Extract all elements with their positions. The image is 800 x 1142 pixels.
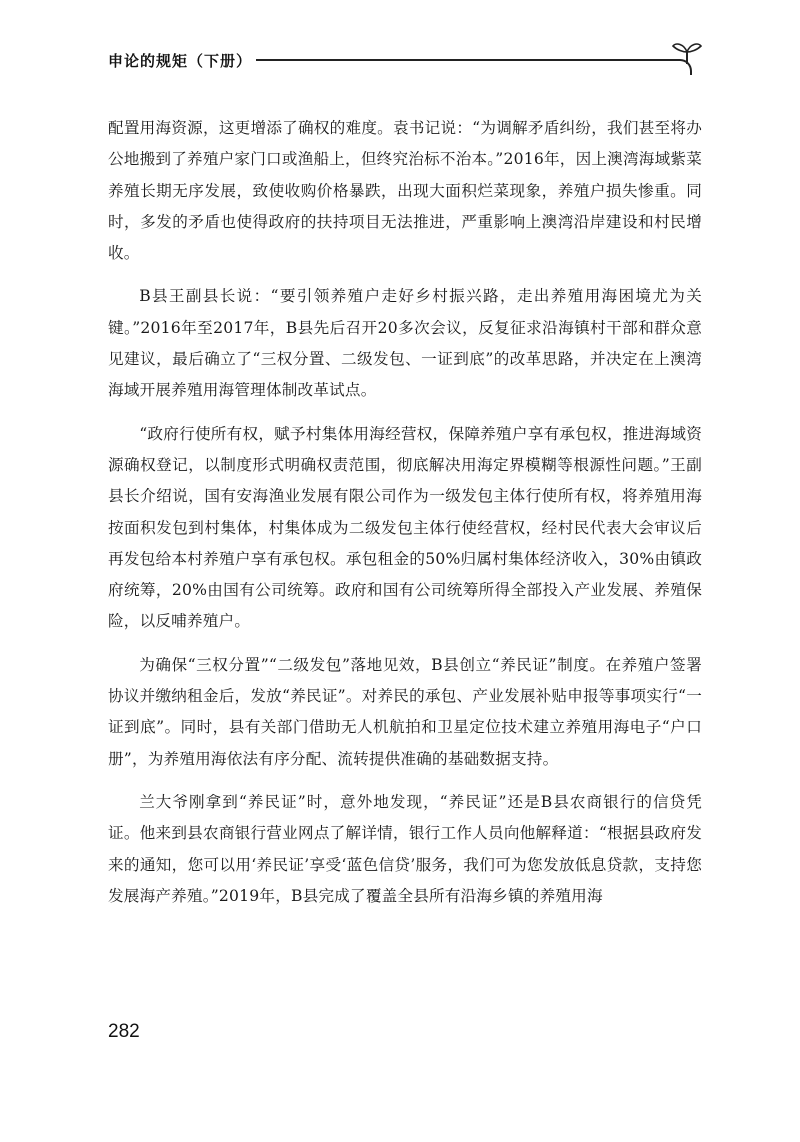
sprout-icon bbox=[670, 40, 704, 64]
paragraph: B县王副县长说：“要引领养殖户走好乡村振兴路，走出养殖用海困境尤为关键。”2016年至2017年，B县先后召开20多次会议，反复征求沿海镇村干部和群众意见建议，最后确立了“三权分置、二级发包、一证到底”的改革思路，并决定在上澳湾海域开展养殖用海管理体制改革试点。 bbox=[108, 287, 702, 400]
paragraph: “政府行使所有权，赋予村集体用海经营权，保障养殖户享有承包权，推进海域资源确权登记，以制度形式明确权责范围，彻底解决用海定界模糊等根源性问题。”王副县长介绍说，国有安海渔业发展有限公司作为一级发包主体行使所有权，将养殖用海按面积发包到村集体，村集体成为二级发包主体行使经营权，经村民代表大会审议后再发包给本村养殖户享有承包权。承包租金的50%归属村集体经济收入，30%由镇政府统筹，20%由国有公司统筹。政府和国有公司统筹所得全部投入产业发展、养殖保险，以反哺养殖户。 bbox=[108, 424, 702, 631]
paragraph: 为确保“三权分置”“二级发包”落地见效，B县创立“养民证”制度。在养殖户签署协议并缴纳租金后，发放“养民证”。对养民的承包、产业发展补贴申报等事项实行“一证到底”。同时，县有关部门借助无人机航拍和卫星定位技术建立养殖用海电子“户口册”，为养殖用海依法有序分配、流转提供准确的基础数据支持。 bbox=[108, 655, 702, 768]
header-title: 申论的规矩（下册） bbox=[108, 52, 253, 70]
page-number: 282 bbox=[108, 1021, 140, 1042]
header-rule bbox=[256, 59, 676, 61]
running-header bbox=[108, 40, 700, 74]
paragraph: 兰大爷刚拿到“养民证”时，意外地发现，“养民证”还是B县农商银行的信贷凭证。他来到县农商银行营业网点了解详情，银行工作人员向他解释道：“根据县政府发来的通知，您可以用‘养民证’享受‘蓝色信贷’服务，我们可为您发放低息贷款，支持您发展海产养殖。”2019年，B县完成了覆盖全县所有沿海乡镇的养殖用海 bbox=[108, 792, 702, 905]
paragraph: 配置用海资源，这更增添了确权的难度。袁书记说：“为调解矛盾纠纷，我们甚至将办公地搬到了养殖户家门口或渔船上，但终究治标不治本。”2016年，因上澳湾海域紫菜养殖长期无序发展，致使收购价格暴跌，出现大面积烂菜现象，养殖户损失惨重。同时，多发的矛盾也使得政府的扶持项目无法推进，严重影响上澳湾沿岸建设和村民增收。 bbox=[108, 119, 702, 263]
body-text bbox=[108, 113, 702, 924]
